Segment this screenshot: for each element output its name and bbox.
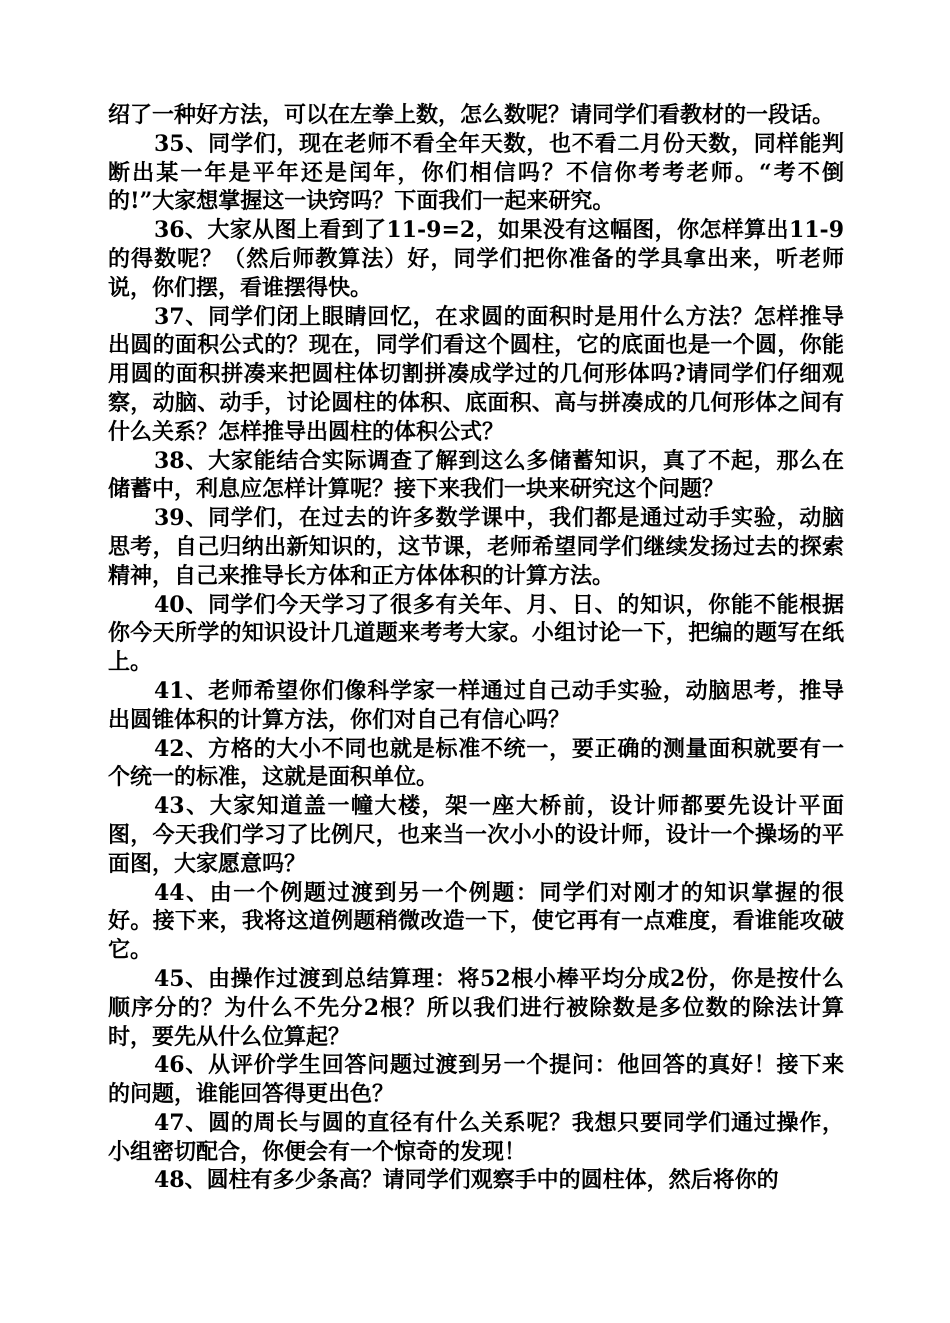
paragraph-35: 35、同学们，现在老师不看全年天数，也不看二月份天数，同样能判断出某一年是平年还是闰年，你们相信吗？不信你考考老师。“考不倒的!”大家想掌握这一诀窍吗？下面我们一起来研究。 bbox=[108, 130, 844, 215]
paragraph-45: 45、由操作过渡到总结算理：将52根小棒平均分成2份，你是按什么顺序分的？为什么不先分2根？所以我们进行被除数是多位数的除法计算时，要先从什么位算起？ bbox=[108, 965, 844, 1050]
paragraph-44: 44、由一个例题过渡到另一个例题：同学们对刚才的知识掌握的很好。接下来，我将这道例题稍微改造一下，使它再有一点难度，看谁能攻破它。 bbox=[108, 879, 844, 964]
paragraph-39: 39、同学们，在过去的许多数学课中，我们都是通过动手实验，动脑思考，自己归纳出新知识的，这节课，老师希望同学们继续发扬过去的探索精神，自己来推导长方体和正方体体积的计算方法。 bbox=[108, 505, 844, 589]
document-page bbox=[108, 101, 844, 1195]
paragraph-36: 36、大家从图上看到了11-9=2，如果没有这幅图，你怎样算出11-9的得数呢？（然后师教算法）好，同学们把你准备的学具拿出来，听老师说，你们摆，看谁摆得快。 bbox=[108, 217, 844, 301]
paragraph-43: 43、大家知道盖一幢大楼，架一座大桥前，设计师都要先设计平面图，今天我们学习了比例尺，也来当一次小小的设计师，设计一个操场的平面图，大家愿意吗？ bbox=[108, 793, 844, 877]
paragraph-48: 48、圆柱有多少条高？请同学们观察手中的圆柱体，然后将你的 bbox=[154, 1167, 779, 1194]
paragraph-40: 40、同学们今天学习了很多有关年、月、日、的知识，你能不能根据你今天所学的知识设计几道题来考考大家。小组讨论一下，把编的题写在纸上。 bbox=[108, 591, 844, 676]
paragraph-47: 47、圆的周长与圆的直径有什么关系呢？我想只要同学们通过操作，小组密切配合，你便会有一个惊奇的发现！ bbox=[108, 1109, 844, 1165]
paragraph-46: 46、从评价学生回答问题过渡到另一个提问：他回答的真好！接下来的问题，谁能回答得更出色？ bbox=[108, 1052, 844, 1108]
paragraph-38: 38、大家能结合实际调查了解到这么多储蓄知识，真了不起，那么在储蓄中，利息应怎样计算呢？接下来我们一块来研究这个问题？ bbox=[108, 447, 844, 503]
paragraph-continuation: 绍了一种好方法，可以在左拳上数，怎么数呢？请同学们看教材的一段话。 bbox=[108, 102, 835, 128]
paragraph-41: 41、老师希望你们像科学家一样通过自己动手实验，动脑思考，推导出圆锥体积的计算方法，你们对自己有信心吗？ bbox=[108, 677, 844, 733]
paragraph-42: 42、方格的大小不同也就是标准不统一，要正确的测量面积就要有一个统一的标准，这就是面积单位。 bbox=[108, 735, 844, 791]
paragraph-37: 37、同学们闭上眼睛回忆，在求圆的面积时是用什么方法？怎样推导出圆的面积公式的？现在，同学们看这个圆柱，它的底面也是一个圆，你能用圆的面积拼凑来把圆柱体切割拼凑成学过的几何形体吗?请同学们仔细观察，动脑、动手，讨论圆柱的体积、底面积、高与拼凑成的几何形体之间有什么关系？怎样推导出圆柱的体积公式？ bbox=[108, 303, 844, 445]
